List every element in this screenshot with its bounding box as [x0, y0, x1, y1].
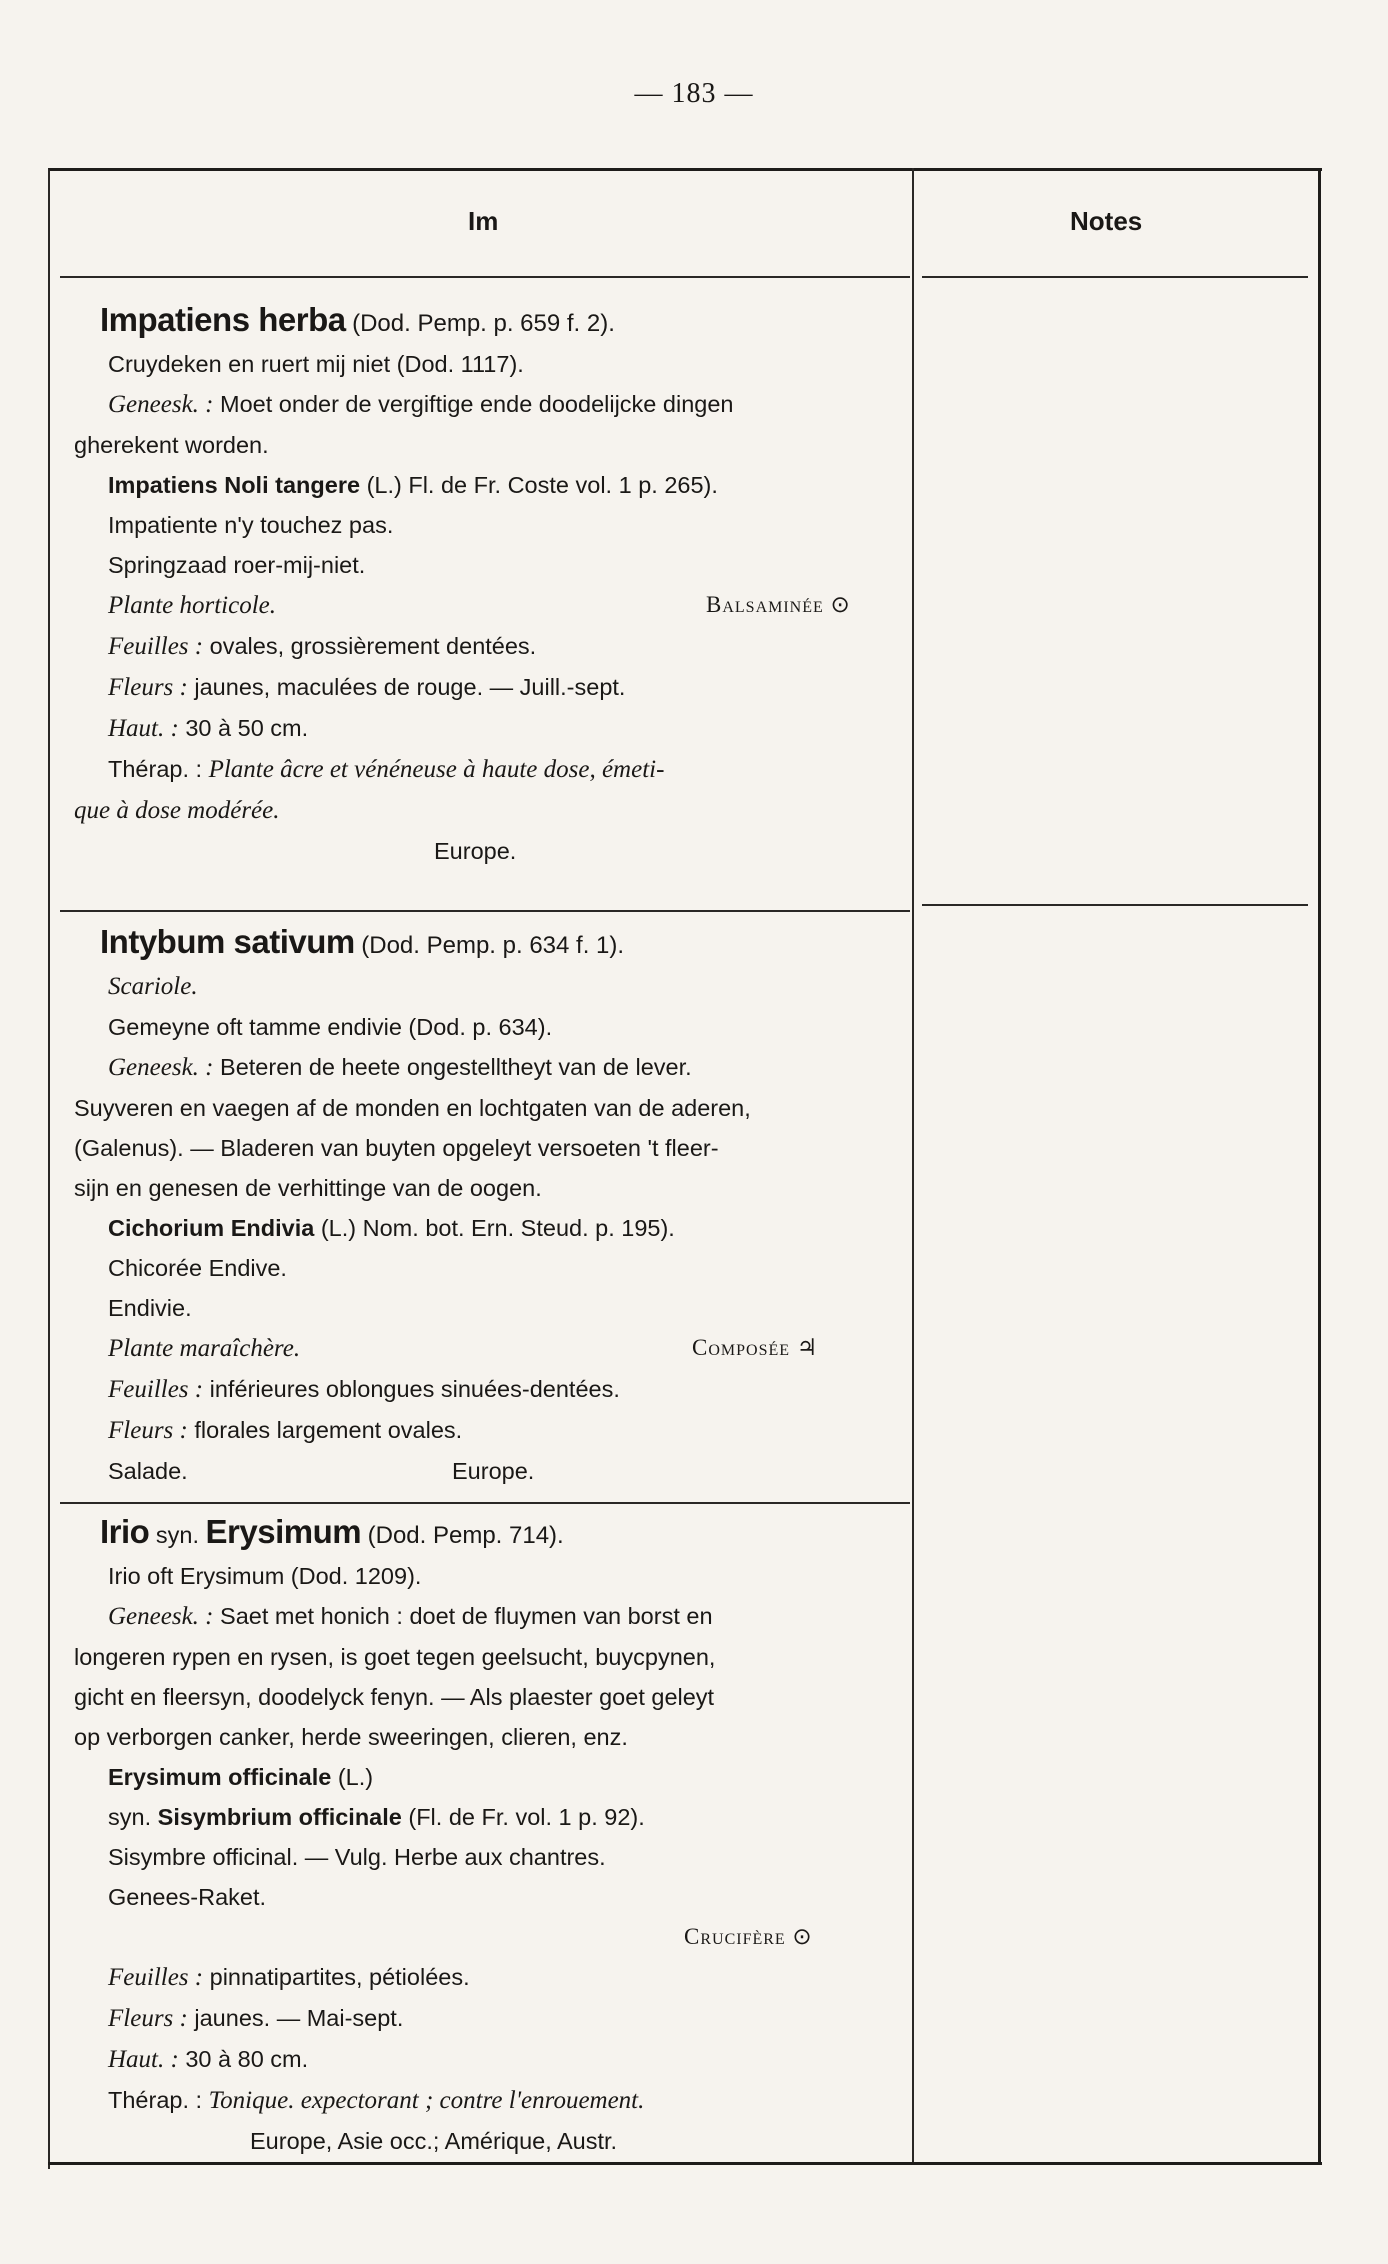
region: Europe.: [434, 838, 517, 864]
modern-ref: (L.): [337, 1764, 374, 1790]
plant-type: Plante maraîchère.: [108, 1335, 301, 1362]
entry-divider: [60, 910, 910, 912]
therap-text-cont: que à dose modérée.: [74, 797, 280, 824]
entry-divider-notes: [922, 904, 1308, 906]
region: Europe, Asie occ.; Amérique, Austr.: [250, 2128, 618, 2154]
entry-vernacular: Gemeyne oft tamme endivie (Dod. p. 634).: [108, 1014, 553, 1040]
haut-text: 30 à 80 cm.: [185, 2046, 309, 2072]
entry-vernacular: Irio oft Erysimum (Dod. 1209).: [108, 1563, 422, 1589]
family-label: Crucifère ⊙: [684, 1924, 813, 1949]
therap-text: Plante âcre et vénéneuse à haute dose, émeti-: [208, 756, 665, 783]
geneesk-label: Geneesk. :: [108, 391, 214, 418]
haut-label: Haut. :: [108, 715, 179, 742]
geneesk-text-cont: (Galenus). — Bladeren van buyten opgeleyt versoeten 't fleer-: [74, 1135, 719, 1161]
header-rule-left: [60, 276, 910, 278]
geneesk-text-cont: sijn en genesen de verhittinge van de oogen.: [74, 1175, 542, 1201]
entry-title-2: Erysimum: [205, 1513, 362, 1550]
entry-divider: [60, 1502, 910, 1504]
entry-title: Intybum sativum: [100, 923, 355, 960]
french-name: Chicorée Endive.: [108, 1255, 287, 1281]
geneesk-text: Moet onder de vergiftige ende doodelijcke dingen: [220, 391, 734, 417]
alt-name: Scariole.: [108, 973, 198, 1000]
fleurs-text: jaunes, maculées de rouge. — Juill.-sept.: [194, 674, 626, 700]
entry-title: Irio: [100, 1513, 150, 1550]
feuilles-text: ovales, grossièrement dentées.: [209, 633, 537, 659]
geneesk-text-cont: gicht en fleersyn, doodelyck fenyn. — Als plaester goet geleyt: [74, 1684, 715, 1710]
french-name: Impatiente n'y touchez pas.: [108, 512, 394, 538]
feuilles-text: pinnatipartites, pétiolées.: [209, 1964, 470, 1990]
entry-title-ref: (Dod. Pemp. 714).: [367, 1522, 564, 1549]
page-number: — 183 —: [634, 78, 754, 109]
plant-type: Plante horticole.: [108, 592, 277, 619]
geneesk-text-cont: longeren rypen en rysen, is goet tegen geelsucht, buycpynen,: [74, 1644, 716, 1670]
geneesk-label: Geneesk. :: [108, 1054, 214, 1081]
feuilles-label: Feuilles :: [108, 1964, 204, 1991]
dutch-name: Endivie.: [108, 1295, 192, 1321]
syn-label: syn.: [108, 1804, 152, 1830]
right-border: [1318, 168, 1321, 2164]
haut-label: Haut. :: [108, 2046, 179, 2073]
entry-title-ref: (Dod. Pemp. p. 634 f. 1).: [361, 932, 625, 959]
geneesk-text-cont: gherekent worden.: [74, 432, 269, 458]
syn-ref: (Fl. de Fr. vol. 1 p. 92).: [408, 1804, 645, 1830]
geneesk-text-cont: Suyveren en vaegen af de monden en lochtgaten van de aderen,: [74, 1095, 751, 1121]
haut-text: 30 à 50 cm.: [185, 715, 309, 741]
dutch-name: Genees-Raket.: [108, 1884, 267, 1910]
syn-name: Sisymbrium officinale: [157, 1804, 402, 1830]
entry-title: Impatiens herba: [100, 301, 346, 338]
fleurs-label: Fleurs :: [108, 1417, 188, 1444]
feuilles-label: Feuilles :: [108, 633, 204, 660]
feuilles-label: Feuilles :: [108, 1376, 204, 1403]
entry-impatiens: [74, 300, 904, 871]
modern-name: Erysimum officinale: [108, 1764, 332, 1790]
entry-irio: [74, 1512, 904, 2161]
geneesk-text: Saet met honich : doet de fluymen van borst en: [220, 1603, 713, 1629]
fleurs-label: Fleurs :: [108, 2005, 188, 2032]
modern-ref: (L.) Fl. de Fr. Coste vol. 1 p. 265).: [366, 472, 718, 498]
feuilles-text: inférieures oblongues sinuées-dentées.: [209, 1376, 620, 1402]
usage: Salade.: [108, 1458, 188, 1484]
fleurs-text: jaunes. — Mai-sept.: [194, 2005, 404, 2031]
region: Europe.: [452, 1458, 535, 1484]
header-notes: Notes: [1070, 206, 1143, 236]
entry-vernacular: Cruydeken en ruert mij niet (Dod. 1117).: [108, 351, 524, 377]
geneesk-text: Beteren de heete ongestelltheyt van de lever.: [220, 1054, 692, 1080]
fleurs-label: Fleurs :: [108, 674, 188, 701]
therap-text: Tonique. expectorant ; contre l'enrouement.: [208, 2087, 645, 2114]
geneesk-text-cont: op verborgen canker, herde sweeringen, clieren, enz.: [74, 1724, 628, 1750]
entry-intybum: [74, 922, 904, 1491]
modern-ref: (L.) Nom. bot. Ern. Steud. p. 195).: [320, 1215, 675, 1241]
family-label: Balsaminée ⊙: [706, 592, 851, 617]
fleurs-text: florales largement ovales.: [194, 1417, 463, 1443]
modern-name: Impatiens Noli tangere: [108, 472, 361, 498]
entry-title-ref: (Dod. Pemp. p. 659 f. 2).: [352, 310, 615, 337]
geneesk-label: Geneesk. :: [108, 1603, 214, 1630]
therap-label: Thérap. :: [108, 2087, 203, 2113]
bottom-border: [48, 2162, 1322, 2165]
dutch-name: Springzaad roer-mij-niet.: [108, 552, 366, 578]
header-im: Im: [468, 206, 499, 236]
therap-label: Thérap. :: [108, 756, 203, 782]
family-label: Composée ♃: [692, 1335, 819, 1360]
column-divider: [912, 168, 914, 2164]
french-name: Sisymbre officinal. — Vulg. Herbe aux chantres.: [108, 1844, 606, 1870]
modern-name: Cichorium Endivia: [108, 1215, 315, 1241]
header-rule-right: [922, 276, 1308, 278]
entry-syn: syn.: [155, 1522, 199, 1548]
